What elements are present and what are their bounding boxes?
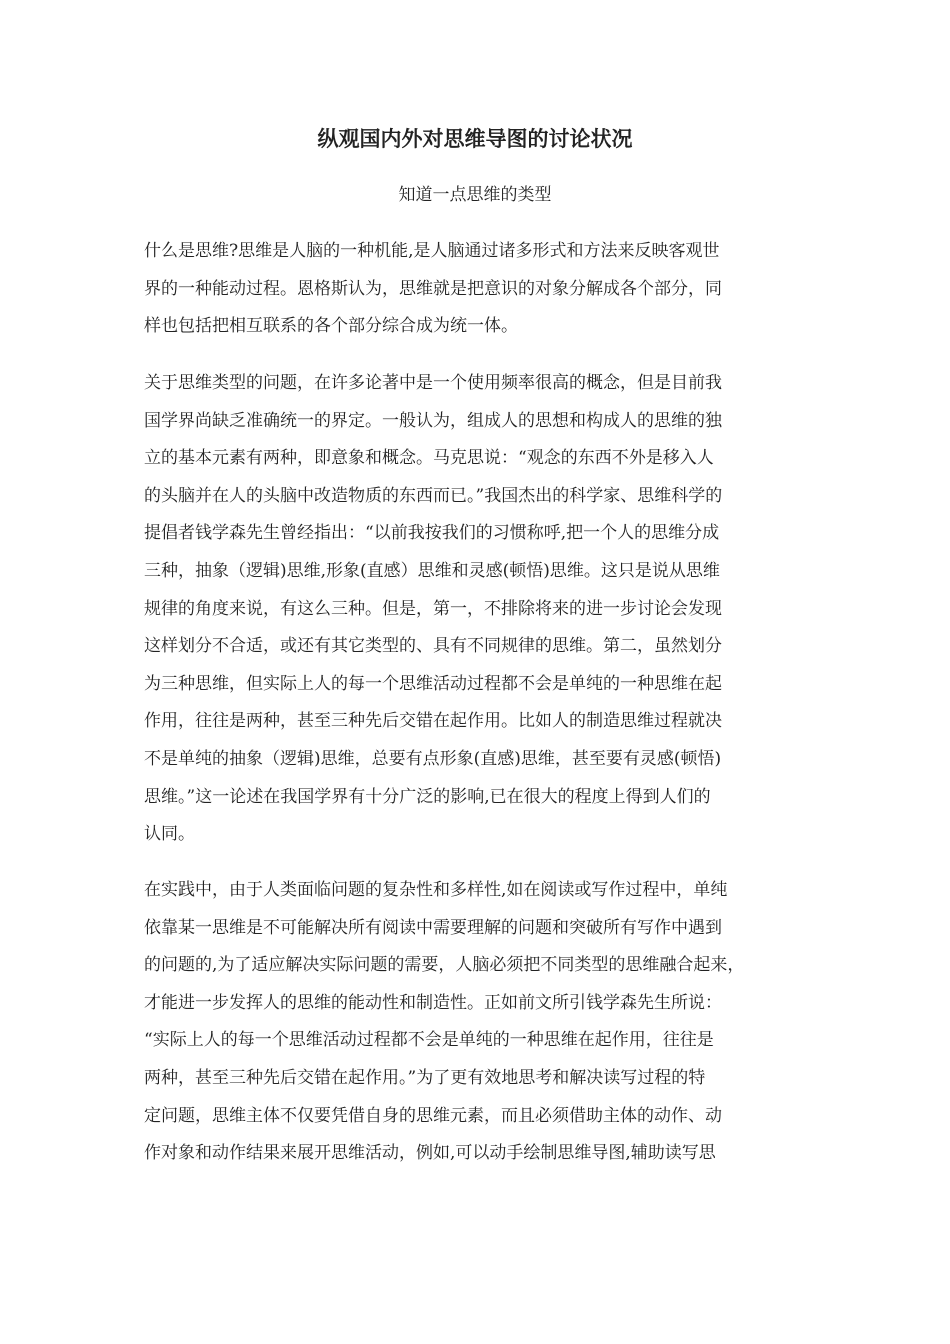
paragraph-line: 思维。”这一论述在我国学界有十分广泛的影响,已在很大的程度上得到人们的 xyxy=(144,786,711,807)
paragraph-line: 的问题的,为了适应解决实际问题的需要，人脑必须把不同类型的思维融合起来， xyxy=(144,955,745,976)
paragraph-line: 三种，抽象（逻辑)思维,形象(直感）思维和灵感(顿悟)思维。这只是说从思维 xyxy=(144,560,720,581)
paragraph-line: 依靠某一思维是不可能解决所有阅读中需要理解的问题和突破所有写作中遇到 xyxy=(144,917,722,938)
paragraph-line: “实际上人的每一个思维活动过程都不会是单纯的一种思维在起作用，往往是 xyxy=(144,1030,714,1051)
paragraph-line: 提倡者钱学森先生曾经指出：“以前我按我们的习惯称呼,把一个人的思维分成 xyxy=(144,523,720,544)
paragraph-line: 作用，往往是两种，甚至三种先后交错在起作用。比如人的制造思维过程就决 xyxy=(144,711,722,732)
paragraph-line: 定问题，思维主体不仅要凭借自身的思维元素，而且必须借助主体的动作、动 xyxy=(144,1105,722,1126)
paragraph-line: 认同。 xyxy=(144,824,195,845)
paragraph-line: 两种，甚至三种先后交错在起作用。”为了更有效地思考和解决读写过程的特 xyxy=(144,1067,706,1088)
paragraph-line: 才能进一步发挥人的思维的能动性和制造性。正如前文所引钱学森先生所说： xyxy=(144,992,722,1013)
paragraph-line: 立的基本元素有两种，即意象和概念。马克思说：“观念的东西不外是移入人 xyxy=(144,448,714,469)
paragraph-line: 关于思维类型的问题，在许多论著中是一个使用频率很高的概念，但是目前我 xyxy=(144,373,722,393)
paragraph-line: 样也包括把相互联系的各个部分综合成为统一体。 xyxy=(144,316,518,337)
paragraph-line: 不是单纯的抽象（逻辑)思维，总要有点形象(直感)思维，甚至要有灵感(顿悟) xyxy=(144,748,722,769)
paragraph-line: 在实践中，由于人类面临问题的复杂性和多样性,如在阅读或写作过程中，单纯 xyxy=(144,880,728,900)
paragraph-1 xyxy=(144,233,824,346)
paragraph-2 xyxy=(144,365,824,854)
paragraph-line: 这样划分不合适，或还有其它类型的、具有不同规律的思维。第二，虽然划分 xyxy=(144,636,722,657)
paragraph-line: 什么是思维?思维是人脑的一种机能,是人脑通过诸多形式和方法来反映客观世 xyxy=(144,241,720,261)
paragraph-line: 为三种思维，但实际上人的每一个思维活动过程都不会是单纯的一种思维在起 xyxy=(144,673,722,694)
document-subtitle: 知道一点思维的类型 xyxy=(398,185,552,205)
paragraph-line: 作对象和动作结果来展开思维活动，例如,可以动手绘制思维导图,辅助读写思 xyxy=(144,1143,716,1164)
paragraph-line: 界的一种能动过程。恩格斯认为，思维就是把意识的对象分解成各个部分，同 xyxy=(144,278,722,299)
paragraph-3 xyxy=(144,872,824,1173)
paragraph-line: 国学界尚缺乏准确统一的界定。一般认为，组成人的思想和构成人的思维的独 xyxy=(144,410,722,431)
paragraph-line: 规律的角度来说，有这么三种。但是，第一，不排除将来的进一步讨论会发现 xyxy=(144,598,722,619)
paragraph-line: 的头脑并在人的头脑中改造物质的东西而已。”我国杰出的科学家、思维科学的 xyxy=(144,485,723,506)
document-title: 纵观国内外对思维导图的讨论状况 xyxy=(317,126,633,151)
